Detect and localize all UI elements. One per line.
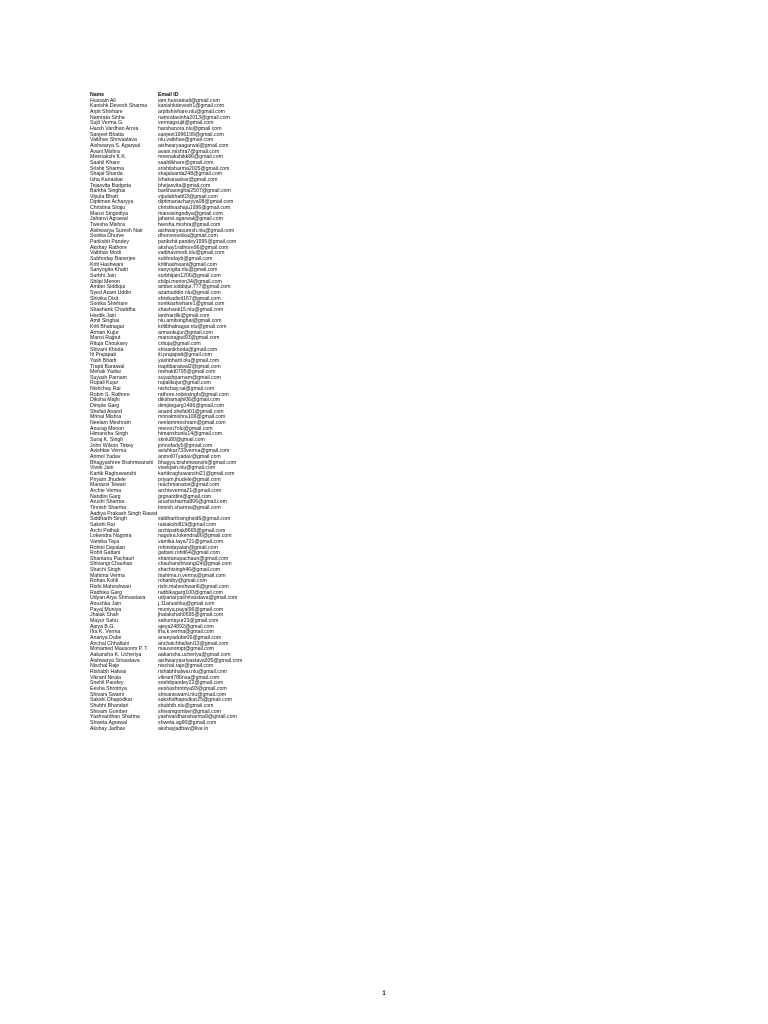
name-cell: Shachi Singh xyxy=(90,567,121,574)
email-cell: shivamgomber@gmail.com xyxy=(158,708,221,715)
email-cell: barkhasinghai2507@gmail.com xyxy=(158,188,231,195)
email-cell: neelammeshram@gmail.com xyxy=(158,420,226,427)
email-cell: udyanaryashrivastava@gmail.com xyxy=(158,595,238,602)
email-cell: namratasinha2013@gmail.com xyxy=(158,114,230,121)
email-cell: archieverma21@gmail.com xyxy=(158,487,222,494)
name-cell: Shilpi Menon xyxy=(90,278,120,285)
email-cell: jahanvi.agarwal@gmail.com xyxy=(158,216,223,223)
name-cell: Arushi Sharma xyxy=(90,499,125,506)
email-cell: sakshidhapodkar25@gmail.com xyxy=(158,697,232,704)
email-cell: yashbharti.nlu@gmail.com xyxy=(158,357,220,364)
name-cell: Arman Kujur xyxy=(90,329,119,336)
name-cell: Shivani Khoda xyxy=(90,346,124,353)
email-cell: meenakshikk86@gmail.com xyxy=(158,154,223,161)
email-cell: anmol07yadav@gmail.com xyxy=(158,454,221,460)
name-cell: Shashank Chaddha xyxy=(90,306,136,313)
email-cell: srishtisharma2025@gmail.com xyxy=(158,165,230,172)
email-cell: surbhijain1206@gmail.com xyxy=(158,273,221,279)
email-cell: rishi.maheshwari6@gmail.com xyxy=(158,584,229,591)
email-cell: shashank15.nlu@gmail.com xyxy=(158,306,224,313)
email-cell: archipathak8665@gmail.com xyxy=(158,527,226,534)
email-cell: amber.siddiqui.777@gmail.com xyxy=(158,284,231,291)
email-cell: shachisingh46@gmail.com xyxy=(158,567,221,574)
name-cell: Shubhi Bhandari xyxy=(90,702,129,709)
name-cell: Snehil Pandey xyxy=(90,680,124,687)
email-cell: jhalakshah0595@gmail.com xyxy=(158,612,224,619)
name-cell: Jahanvi Agrawal xyxy=(90,216,128,223)
name-cell: Kriti Hashwani xyxy=(90,261,124,268)
name-cell: Vikrant Nirala xyxy=(90,674,122,681)
name-cell: Siddharth Singh xyxy=(90,516,127,523)
table-row xyxy=(90,727,242,733)
name-cell: Rohit Gattani xyxy=(90,550,121,557)
name-cell: Suyash Parnam xyxy=(90,374,127,381)
name-cell: Neelam Meshram xyxy=(90,420,131,427)
email-cell: kartikraghuwanshi21@gmail.com xyxy=(158,470,235,477)
name-cell: Shivika Dixit xyxy=(90,295,119,302)
name-cell: Shajal Sharda xyxy=(90,171,123,178)
name-cell: Amit Singhai xyxy=(90,318,120,325)
name-cell: Sanyogita Khatri xyxy=(90,267,129,274)
name-cell: Akshay Rathore xyxy=(90,244,127,251)
name-cell: Avishkar Verma xyxy=(90,448,127,455)
email-cell: aakansha.ucheriya@gmail.com xyxy=(158,651,231,658)
email-cell: kanishkdevesh1@gmail.com xyxy=(158,103,225,110)
email-cell: subhodayb@gmail.com xyxy=(158,256,213,263)
name-cell: Shefali Anand xyxy=(90,408,123,415)
name-cell: Aadiya Prakash Singh Rawat xyxy=(90,510,158,517)
email-cell: shweta.ag90@gmail.com xyxy=(158,719,217,726)
email-cell: sahumayur23@gmail.com xyxy=(158,618,219,625)
email-cell: ajeya24892@gmail.com xyxy=(158,623,214,630)
name-cell: Syed Azam Uddin xyxy=(90,289,132,296)
email-cell: ifra.k.verma@gmail.com xyxy=(158,629,214,636)
name-cell: Sakshi Dhapodkar xyxy=(90,697,133,704)
email-cell: arpitshivhare.nlu@gmail.com xyxy=(158,108,225,115)
email-cell: mansisingodiya@gmail.com xyxy=(158,210,223,217)
name-cell: Vamika Taya xyxy=(90,538,120,545)
email-cell: mausoompt@gmail.com xyxy=(158,646,215,653)
name-cell: Nandini Garg xyxy=(90,493,121,500)
email-cell: shivaniswami.nlu@gmail.com xyxy=(158,691,227,698)
email-cell: armankujur@gmail.com xyxy=(158,329,213,336)
name-column-header: Name xyxy=(90,92,105,98)
name-cell: Kartik Raghuwanshi xyxy=(90,470,137,477)
email-cell: vermagsujit@gmail.com xyxy=(158,120,214,127)
email-cell: twesha.mishra@gmail.com xyxy=(158,222,221,229)
name-cell: Parikshit Pandey xyxy=(90,239,129,246)
name-cell: Iti Prajapati xyxy=(90,352,116,359)
name-cell: Mahima Verma xyxy=(90,572,125,579)
email-cell: vivekjain.nlu@gmail.com xyxy=(158,465,216,472)
name-cell: Yashvardhan Sharma xyxy=(90,714,140,721)
name-cell: Meenakshi K.K. xyxy=(90,154,127,161)
email-cell: shantanupachauri@gmail.com xyxy=(158,555,229,562)
name-cell: Lokendra Nagotra xyxy=(90,533,132,540)
email-cell: sanyogita.nlu@gmail.com xyxy=(158,267,218,274)
email-cell: yashvardhansharma9@gmail.com xyxy=(158,714,237,721)
email-cell: avani.mishra7@gmail.com xyxy=(158,148,220,155)
email-cell: mrinalmishra106@gmail.com xyxy=(158,414,226,421)
email-cell: rishabhhalwai.nlu@gmail.com xyxy=(158,668,227,675)
email-cell: reachmanasvi@gmail.com xyxy=(158,482,220,489)
email-cell: suyashparnam@gmail.com xyxy=(158,374,221,381)
name-cell: Priyam Jhudele xyxy=(90,476,126,483)
name-cell: Sonika Shivhare xyxy=(90,301,128,308)
email-cell: eeshashrotriya93@gmail.com xyxy=(158,685,227,692)
name-cell: Twesha Mishra xyxy=(90,222,125,229)
email-cell: traptibaraiwal2@gmail.com xyxy=(158,363,221,370)
email-cell: johnofady5@gmail.com xyxy=(158,442,213,449)
name-cell: Aakansha K. Ucheriya xyxy=(90,651,142,658)
name-cell: Tejasvita Badgota xyxy=(90,182,131,189)
name-cell: Suraj K. Singh xyxy=(90,437,124,444)
email-cell: ishakanaskar@gmail.com xyxy=(158,176,218,183)
email-cell: grgnandini@gmail.com xyxy=(158,493,212,500)
name-cell: Sakshi Rai xyxy=(90,521,115,528)
name-cell: Sanjeet Bhatia xyxy=(90,131,124,138)
email-cell: harshanora.nlu@gmail.com xyxy=(158,125,222,132)
name-cell: Ananya Dube xyxy=(90,635,122,641)
email-cell: kritibhatnagar.nlu@gmail.com xyxy=(158,323,227,330)
table-body xyxy=(90,99,242,733)
email-cell: gattani.rohit64@gmail.com xyxy=(158,550,220,557)
email-cell: kritihashwani@gmail.com xyxy=(158,261,217,268)
email-cell: sonikashivhare1@gmail.com xyxy=(158,301,225,308)
name-cell: Aishwarya Srivastava xyxy=(90,657,140,664)
email-cell: saahilkhare@gmail.com xyxy=(158,159,214,166)
email-cell: rohanlby@gmail.com xyxy=(158,578,207,585)
email-cell: bhagya.brahmwanshi@gmail.com xyxy=(158,459,237,466)
email-cell: dimplegarg1496@gmail.com xyxy=(158,403,225,410)
email-cell: radhikagarg100@gmail.com xyxy=(158,589,223,596)
email-cell: raisakshi819@gmail.com xyxy=(158,521,217,528)
name-cell: Rupali Kujur xyxy=(90,380,119,387)
email-cell: shivikadixit167@gmail.com xyxy=(158,295,221,302)
name-cell: Vaibhav Shrivastava xyxy=(90,137,137,144)
email-cell: shilpi.menon34@gmail.com xyxy=(158,278,222,285)
name-cell: Eesha Shrotriya xyxy=(90,685,127,692)
name-cell: Tinnish Sharma xyxy=(90,504,127,511)
name-cell: Hussain Ali xyxy=(90,97,116,104)
name-cell: Archie Verma xyxy=(90,487,122,494)
name-cell: Shweta Agrawal xyxy=(90,719,128,726)
name-cell: Kriti Bhatnagar xyxy=(90,323,125,330)
email-cell: aishwaryasuresh.nlu@gmail.com xyxy=(158,227,235,234)
name-cell: Namrata Sinha xyxy=(90,114,125,121)
email-cell: iamhardik@gmail.com xyxy=(158,312,210,319)
email-cell: akshayjadhav@live.in xyxy=(158,725,209,732)
name-cell: Shivam Gomber xyxy=(90,708,128,715)
name-cell: Mayur Sahu xyxy=(90,618,118,625)
name-cell: Amber Siddiqui xyxy=(90,284,126,291)
email-cell: tinnish.sharma@gmail.com xyxy=(158,504,221,511)
email-cell: bhejasvita@gmail.com xyxy=(158,182,211,189)
name-cell: Payal Muniya xyxy=(90,606,122,613)
email-cell: arushisharma806@gmail.com xyxy=(158,499,227,506)
name-cell: Mansi Rajput xyxy=(90,335,121,342)
name-cell: Anchal Chhallani xyxy=(90,640,129,647)
email-cell: parikshit.pandey1995@gmail.com xyxy=(158,239,237,246)
name-cell: Mohamed Mausoom P. T. xyxy=(90,646,149,653)
name-cell: Jhalak Shah xyxy=(90,612,119,619)
email-cell: nagotra.lokendra86@gmail.com xyxy=(158,533,232,540)
name-cell: Archi Pathak xyxy=(90,527,120,534)
name-cell: Yash Bharti xyxy=(90,357,117,364)
name-cell: Rishi Maheshwari xyxy=(90,584,131,591)
name-cell: Dimple Garg xyxy=(90,403,120,410)
page-number: 1 xyxy=(382,991,386,997)
email-cell: anchalchhallani13@gmail.com xyxy=(158,640,229,647)
name-cell: Bhagyashree Brahmwanshi xyxy=(90,459,154,466)
email-cell: akshay1rathore96@gmail.com xyxy=(158,244,229,251)
email-cell: vamika.taya721@gmail.com xyxy=(158,538,224,545)
name-cell: Ajeya B.G. xyxy=(90,623,115,630)
name-cell: Isha Kanaskar xyxy=(90,176,124,183)
email-cell: vikrant786nsa@gmail.com xyxy=(158,674,220,681)
name-cell: Shivangi Chauhan xyxy=(90,561,133,568)
name-cell: Rohini Dayalan xyxy=(90,544,126,551)
email-cell: aishwaryaagarwal@gmail.com xyxy=(158,142,229,149)
name-cell: Mehak Yadav xyxy=(90,369,122,376)
name-cell: Anushka Jain xyxy=(90,601,122,608)
email-cell: shajalsarda248@gmail.com xyxy=(158,171,223,178)
email-cell: crituja@gmail.com xyxy=(158,340,201,347)
email-cell: snehilpandey22@gmail.com xyxy=(158,680,224,687)
email-cell: rupalikujur@gmail.com xyxy=(158,380,211,387)
email-cell: rathore.robinsingh@gmail.com xyxy=(158,391,229,398)
email-cell: diptimanacharyya08@gmail.com xyxy=(158,199,234,206)
email-cell: ananyadube06@gmail.com xyxy=(158,635,222,641)
email-column-header: Email ID xyxy=(158,92,179,98)
name-cell: Hardik Jain xyxy=(90,312,116,319)
name-cell: Nishchay Rai xyxy=(90,386,121,393)
name-cell: Harsh Vardhan Arora xyxy=(90,125,139,132)
name-cell: Surbhi Jain xyxy=(90,273,116,279)
name-cell: Trapti Baraiwal xyxy=(90,363,125,370)
email-cell: dhurvesonika@gmail.com xyxy=(158,233,218,240)
email-cell: vaibhavmodi.nlu@gmail.com xyxy=(158,250,225,257)
email-cell: azamuddin.nlu@gmail.com xyxy=(158,289,221,296)
email-cell: menon7nlu@gmail.com xyxy=(158,425,213,432)
email-cell: himanshunlu14@gmail.com xyxy=(158,431,223,438)
email-cell: avishkar733verma@gmail.com xyxy=(158,448,230,455)
email-cell: sknlu80@gmail.com xyxy=(158,437,205,444)
name-cell: Rohan Kohli xyxy=(90,578,119,585)
name-cell: Udyan Arya Shrivastava xyxy=(90,595,146,602)
name-cell: Vaibhav Modi xyxy=(90,250,122,257)
name-cell: Sujit Verma G. xyxy=(90,120,124,127)
email-cell: mansirajput93@gmail.com xyxy=(158,335,220,342)
name-cell: Manasvi Tewari xyxy=(90,482,126,489)
email-cell: rohinidayalan@gmail.com xyxy=(158,544,218,551)
name-cell: Rishabh Halwai xyxy=(90,668,127,675)
name-cell: Vivek Jain xyxy=(90,465,114,472)
email-cell: nlu.amitsinghai@gmail.com xyxy=(158,318,222,325)
name-cell: Sonika Dhurve xyxy=(90,233,125,240)
email-cell: vipulabhatt03@gmail.com xyxy=(158,193,218,200)
email-cell: siddharthsinghsid6@gmail.com xyxy=(158,516,231,523)
name-cell: Diksha Majhi xyxy=(90,397,120,404)
email-cell: aishwaryasrivastava935@gmail.com xyxy=(158,657,243,664)
name-cell: Arpit Shivhare xyxy=(90,108,123,115)
name-cell: Subhoday Banerjee xyxy=(90,256,136,263)
name-cell: Aishwarya S. Agarwal xyxy=(90,142,141,149)
email-cell: j.11anushka@gmail.com xyxy=(158,601,215,608)
name-cell: Shivani Swami xyxy=(90,691,125,698)
name-cell: Srishti Sharma xyxy=(90,165,125,172)
name-cell: John Wilson Tirkey xyxy=(90,442,134,449)
email-cell: iti.prajapati@gmail.com xyxy=(158,352,212,359)
email-cell: christinashaju1996@gmail.com xyxy=(158,205,231,212)
name-cell: Radhika Garg xyxy=(90,589,123,596)
name-cell: Anurag Menon xyxy=(90,425,125,432)
email-cell: mahima.n.verma@gmail.com xyxy=(158,572,226,579)
email-cell: priyam.jhudele@gmail.com xyxy=(158,476,221,483)
name-cell: Shantanu Pachauri xyxy=(90,555,135,562)
email-cell: chauhanshivangi24@gmail.com xyxy=(158,561,232,568)
name-cell: Aishwarya Suresh Nair xyxy=(90,227,143,234)
email-cell: anand.shefali01@gmail.com xyxy=(158,408,224,415)
name-cell: Nischal Raje xyxy=(90,663,120,670)
name-cell: Ifra K. Verma xyxy=(90,629,121,636)
email-cell: nishchay.rai@gmail.com xyxy=(158,386,215,393)
email-cell: dikshamajhi06@gmail.com xyxy=(158,397,221,404)
email-cell: nischal.raje@gmail.com xyxy=(158,663,214,670)
name-cell: Vipula Bhatt xyxy=(90,193,118,200)
name-cell: Barkha Singhai xyxy=(90,188,126,195)
name-cell: Christina Shaju xyxy=(90,205,126,212)
email-cell: sanjeet1996199@gmail.com xyxy=(158,131,224,138)
name-cell: Diptiman Acharyya xyxy=(90,199,134,206)
name-cell: Mrinal Mishra xyxy=(90,414,122,421)
name-cell: Robin S. Rathore xyxy=(90,391,130,398)
name-cell: Saahil Khare xyxy=(90,159,120,166)
email-cell: iam.hussainali@gmail.com xyxy=(158,97,220,104)
name-cell: Akshay Jadhav xyxy=(90,725,126,732)
email-cell: nlu.vaibhav@gmail.com xyxy=(158,137,214,144)
name-cell: Avani Mishra xyxy=(90,148,120,155)
email-cell: mehakt0795@gmail.com xyxy=(158,369,216,376)
name-cell: Kanishk Devesh Sharma xyxy=(90,103,148,110)
name-cell: Rituja Chouksey xyxy=(90,340,128,347)
email-cell: shubhib.nlu@gmail.com xyxy=(158,702,214,709)
name-cell: Mansi Singodiya xyxy=(90,210,129,217)
email-cell: muniya.payal96@gmail.com xyxy=(158,606,224,613)
email-cell: shivanikhoda@gmail.com xyxy=(158,346,218,353)
name-cell: Himanshu Singh xyxy=(90,431,129,438)
contact-table xyxy=(90,93,242,732)
name-cell: Anmol Yadav xyxy=(90,454,121,460)
